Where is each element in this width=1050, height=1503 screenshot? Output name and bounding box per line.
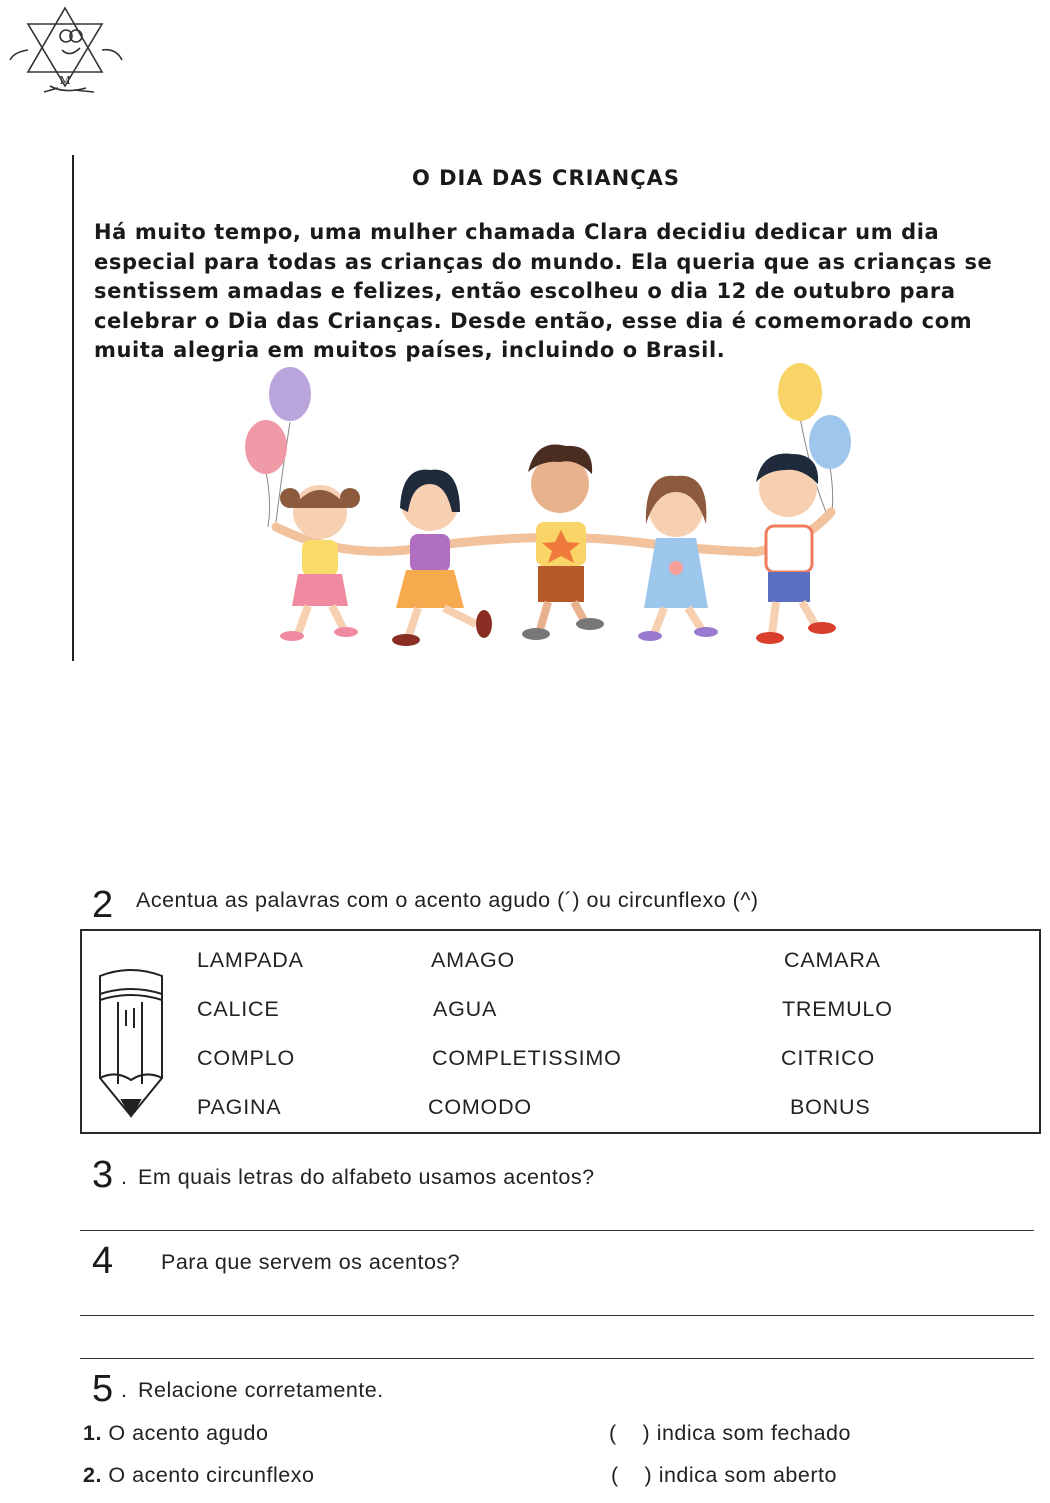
answer-line[interactable]: [80, 1358, 1034, 1359]
match-blank[interactable]: ( ): [611, 1463, 653, 1487]
question-4-text: Para que servem os acentos?: [161, 1250, 461, 1274]
child-2: [392, 470, 492, 646]
word-item: COMPLO: [197, 1046, 295, 1070]
star-mascot-logo: [4, 2, 126, 98]
child-4: [638, 476, 718, 641]
pencil-icon: [94, 966, 168, 1120]
word-item: COMODO: [428, 1095, 532, 1119]
question-2-text: Acentua as palavras com o acento agudo (´) ou circunflexo (^): [136, 888, 759, 912]
match-left-text: O acento agudo: [108, 1421, 269, 1445]
question-5-text: Relacione corretamente.: [138, 1378, 384, 1402]
word-item: PAGINA: [197, 1095, 282, 1119]
match-left-text: O acento circunflexo: [108, 1463, 315, 1487]
word-item: AMAGO: [431, 948, 516, 972]
match-right-text: indica som fechado: [656, 1421, 851, 1445]
word-item: CALICE: [197, 997, 280, 1021]
child-5: [756, 454, 836, 644]
child-1: [280, 485, 360, 641]
question-5-number: 5: [92, 1368, 114, 1410]
reading-text: Há muito tempo, uma mulher chamada Clara decidiu dedicar um dia especial para todas as crianças do mundo. Ela queria que as crianças se sentissem amadas e felizes, então escolheu o dia 12 de outubro para celebrar o Dia das Crianças. Desde então, esse dia é comemorado com muita alegria em muitos países, incluindo o Brasil.: [94, 220, 993, 362]
match-right-text: indica som aberto: [658, 1463, 837, 1487]
balloon-pink: [245, 420, 287, 474]
word-item: COMPLETISSIMO: [432, 1046, 622, 1070]
question-2-number: 2: [92, 884, 114, 926]
word-item: TREMULO: [782, 997, 893, 1021]
match-left-number: 2.: [83, 1463, 102, 1487]
match-left-item: [83, 1421, 268, 1446]
svg-text:M: M: [59, 74, 71, 87]
match-left-number: 1.: [83, 1421, 102, 1445]
answer-line[interactable]: [80, 1315, 1034, 1316]
question-3-dot: .: [121, 1165, 128, 1189]
balloon-blue: [809, 415, 851, 469]
match-left-item: [83, 1463, 314, 1488]
word-item: CITRICO: [781, 1046, 875, 1070]
balloon-purple-shape: [269, 367, 311, 421]
answer-line[interactable]: [80, 1230, 1034, 1231]
reading-title: O DIA DAS CRIANÇAS: [411, 166, 681, 190]
word-item: AGUA: [433, 997, 498, 1021]
match-right-item[interactable]: [611, 1463, 837, 1488]
margin-line: [72, 155, 74, 661]
question-5-dot: .: [121, 1378, 128, 1402]
word-item: CAMARA: [784, 948, 881, 972]
children-illustration: [236, 362, 856, 654]
word-item: LAMPADA: [197, 948, 304, 972]
question-3-text: Em quais letras do alfabeto usamos acentos?: [138, 1165, 595, 1189]
question-3-number: 3: [92, 1154, 114, 1196]
match-blank[interactable]: ( ): [609, 1421, 651, 1445]
match-right-item[interactable]: [609, 1421, 851, 1446]
question-4-number: 4: [92, 1240, 114, 1282]
word-item: BONUS: [790, 1095, 871, 1119]
balloon-yellow: [778, 363, 822, 421]
